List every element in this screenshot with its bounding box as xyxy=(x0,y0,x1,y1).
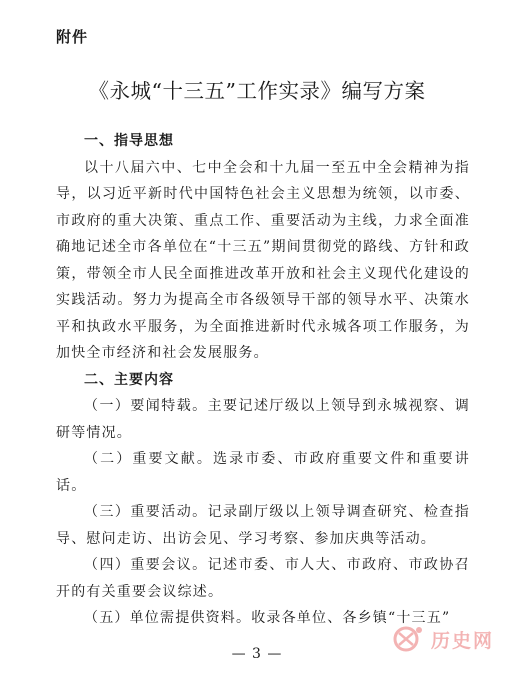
document-body xyxy=(56,128,470,632)
section-paragraph: （五）单位需提供资料。收录各单位、各乡镇“十三五” xyxy=(84,610,451,626)
watermark xyxy=(391,624,494,654)
section-paragraph: 以十八届六中、七中全会和十九届一至五中全会精神为指导，以习近平新时代中国特色社会主义思想为统领，以市委、市政府的重大决策、重点工作、重要活动为主线，力求全面准确地记述全市各单位在“十三五”期间贯彻党的路线、方针和政策，带领全市人民全面推进改革开放和社会主义现代化建设的实践活动。努力为提高全市各级领导干部的领导水平、决策水平和执政水平服务，为全面推进新时代永城各项工作服务，为加快全市经济和社会发展服务。 xyxy=(56,159,470,361)
section-paragraph: （二）重要文献。选录市委、市政府重要文件和重要讲话。 xyxy=(56,451,470,494)
section-heading: 一、指导思想 xyxy=(84,133,174,149)
section-heading: 二、主要内容 xyxy=(84,371,174,388)
section-paragraph: （三）重要活动。记录副厅级以上领导调查研究、检查指导、慰问走访、出访会见、学习考察、参加庆典等活动。 xyxy=(56,504,470,547)
section-paragraph: （四）重要会议。记述市委、市人大、市政府、市政协召开的有关重要会议综述。 xyxy=(56,557,470,600)
document-title: 《永城“十三五”工作实录》编写方案 xyxy=(88,79,426,103)
watermark-text: 历史网 xyxy=(430,629,494,652)
history-site-logo-icon xyxy=(391,624,425,654)
section-paragraph: （一）要闻特载。主要记述厅级以上领导到永城视察、调研等情况。 xyxy=(56,398,470,441)
page-number: — 3 — xyxy=(231,646,283,662)
annex-label: 附件 xyxy=(56,28,89,46)
